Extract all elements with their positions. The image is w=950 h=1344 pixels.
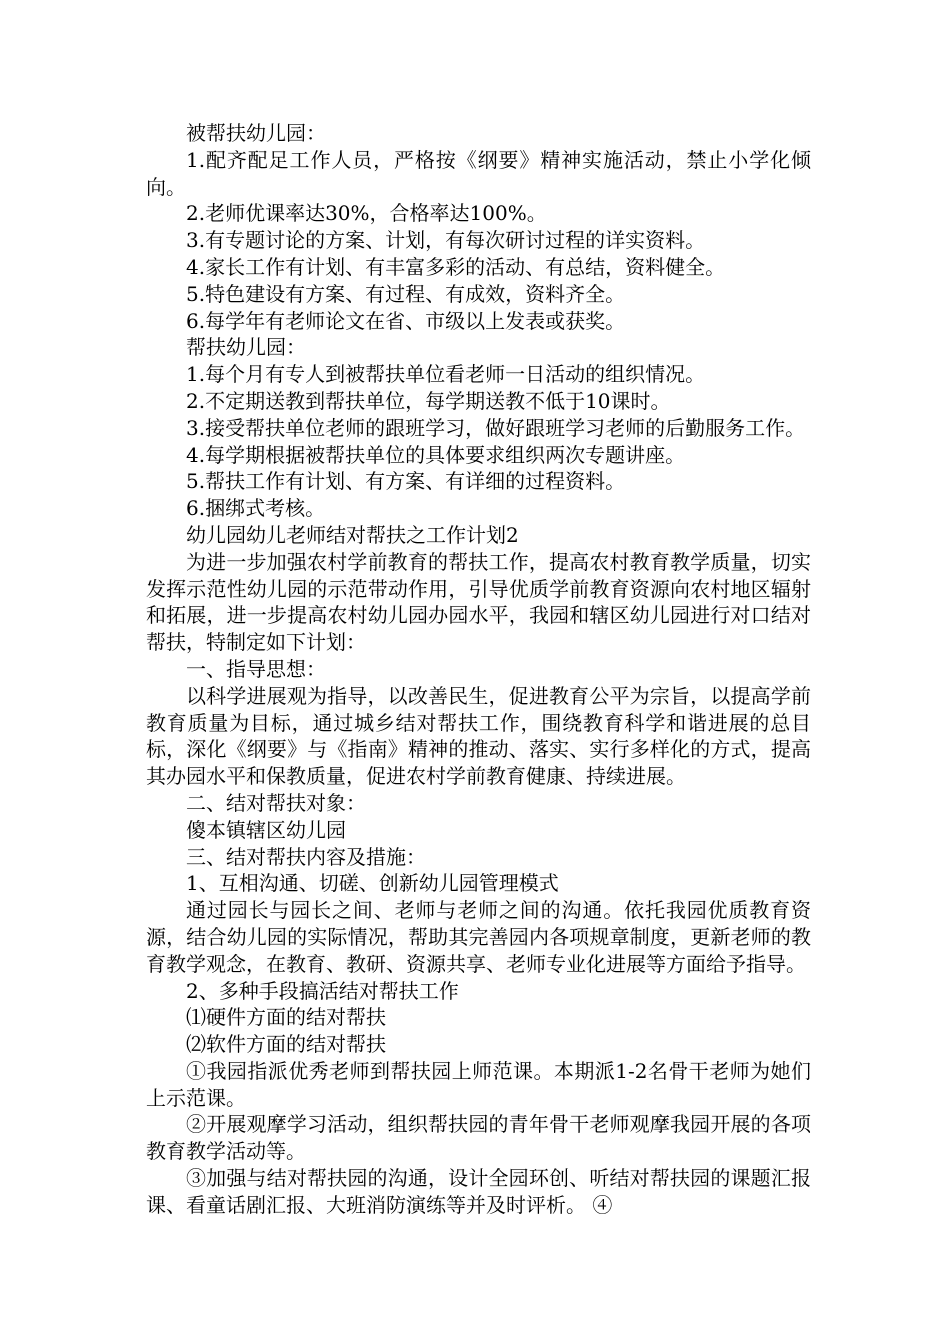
paragraph-plan-2-title: 幼儿园幼儿老师结对帮扶之工作计划2 — [186, 522, 519, 547]
paragraph-plan-2-intro: 为进一步加强农村学前教育的帮扶工作，提高农村教育教学质量，切实发挥示范性幼儿园的示范带动作用，引导优质学前教育资源向农村地区辐射和拓展，进一步提高农村幼儿园办园水平，我园和辖区幼儿园进行对口结对帮扶，特制定如下计划： — [146, 549, 811, 655]
document-page — [146, 120, 811, 1219]
paragraph-subsection-2-heading: 2、多种手段搞活结对帮扶工作 — [186, 978, 459, 1003]
paragraph-assisted-item-6: 6.每学年有老师论文在省、市级以上发表或获奖。 — [186, 308, 626, 333]
paragraph-assisted-item-4: 4.家长工作有计划、有丰富多彩的活动、有总结，资料健全。 — [186, 254, 726, 279]
paragraph-section-1-body: 以科学进展观为指导，以改善民生，促进教育公平为宗旨，以提高学前教育质量为目标，通过城乡结对帮扶工作，围绕教育科学和谐进展的总目标，深化《纲要》与《指南》精神的推动、落实、实行多样化的方式，提高其办园水平和保教质量，促进农村学前教育健康、持续进展。 — [146, 683, 811, 789]
paragraph-assisted-item-2: 2.老师优课率达30%，合格率达100%。 — [186, 201, 547, 226]
paragraph-assisting-item-6: 6.捆绑式考核。 — [186, 496, 326, 521]
paragraph-section-1-heading: 一、指导思想： — [186, 656, 326, 681]
paragraph-measure-2: ②开展观摩学习活动，组织帮扶园的青年骨干老师观摩我园开展的各项教育教学活动等。 — [146, 1112, 811, 1164]
paragraph-assisting-item-1: 1.每个月有专人到被帮扶单位看老师一日活动的组织情况。 — [186, 362, 706, 387]
paragraph-assisting-item-4: 4.每学期根据被帮扶单位的具体要求组织两次专题讲座。 — [186, 442, 686, 467]
paragraph-section-2-body: 傻本镇辖区幼儿园 — [186, 817, 346, 842]
paragraph-assisting-item-2: 2.不定期送教到帮扶单位，每学期送教不低于10课时。 — [186, 388, 671, 413]
paragraph-assisted-item-1: 1.配齐配足工作人员，严格按《纲要》精神实施活动，禁止小学化倾向。 — [146, 147, 811, 199]
paragraph-subsection-1-heading: 1、互相沟通、切磋、创新幼儿园管理模式 — [186, 871, 559, 896]
paragraph-measure-3: ③加强与结对帮扶园的沟通，设计全园环创、听结对帮扶园的课题汇报课、看童话剧汇报、大班消防演练等并及时评析。 ④ — [146, 1166, 811, 1217]
paragraph-section-3-heading: 三、结对帮扶内容及措施： — [186, 844, 426, 869]
paragraph-heading-assisting-kindergarten: 帮扶幼儿园： — [186, 335, 306, 360]
paragraph-hardware-assistance: ⑴硬件方面的结对帮扶 — [186, 1005, 386, 1030]
paragraph-heading-assisted-kindergarten: 被帮扶幼儿园： — [186, 121, 326, 145]
paragraph-assisted-item-5: 5.特色建设有方案、有过程、有成效，资料齐全。 — [186, 281, 626, 306]
paragraph-assisting-item-5: 5.帮扶工作有计划、有方案、有详细的过程资料。 — [186, 469, 626, 494]
paragraph-assisting-item-3: 3.接受帮扶单位老师的跟班学习，做好跟班学习老师的后勤服务工作。 — [186, 415, 806, 440]
paragraph-section-2-heading: 二、结对帮扶对象： — [186, 790, 366, 815]
paragraph-software-assistance: ⑵软件方面的结对帮扶 — [186, 1032, 386, 1057]
paragraph-assisted-item-3: 3.有专题讨论的方案、计划，有每次研讨过程的详实资料。 — [186, 228, 706, 253]
paragraph-measure-1: ①我园指派优秀老师到帮扶园上师范课。本期派1-2名骨干老师为她们上示范课。 — [146, 1058, 811, 1110]
paragraph-subsection-1-body: 通过园长与园长之间、老师与老师之间的沟通。依托我园优质教育资源，结合幼儿园的实际情况，帮助其完善园内各项规章制度，更新老师的教育教学观念，在教育、教研、资源共享、老师专业化进展等方面给予指导。 — [146, 898, 811, 976]
